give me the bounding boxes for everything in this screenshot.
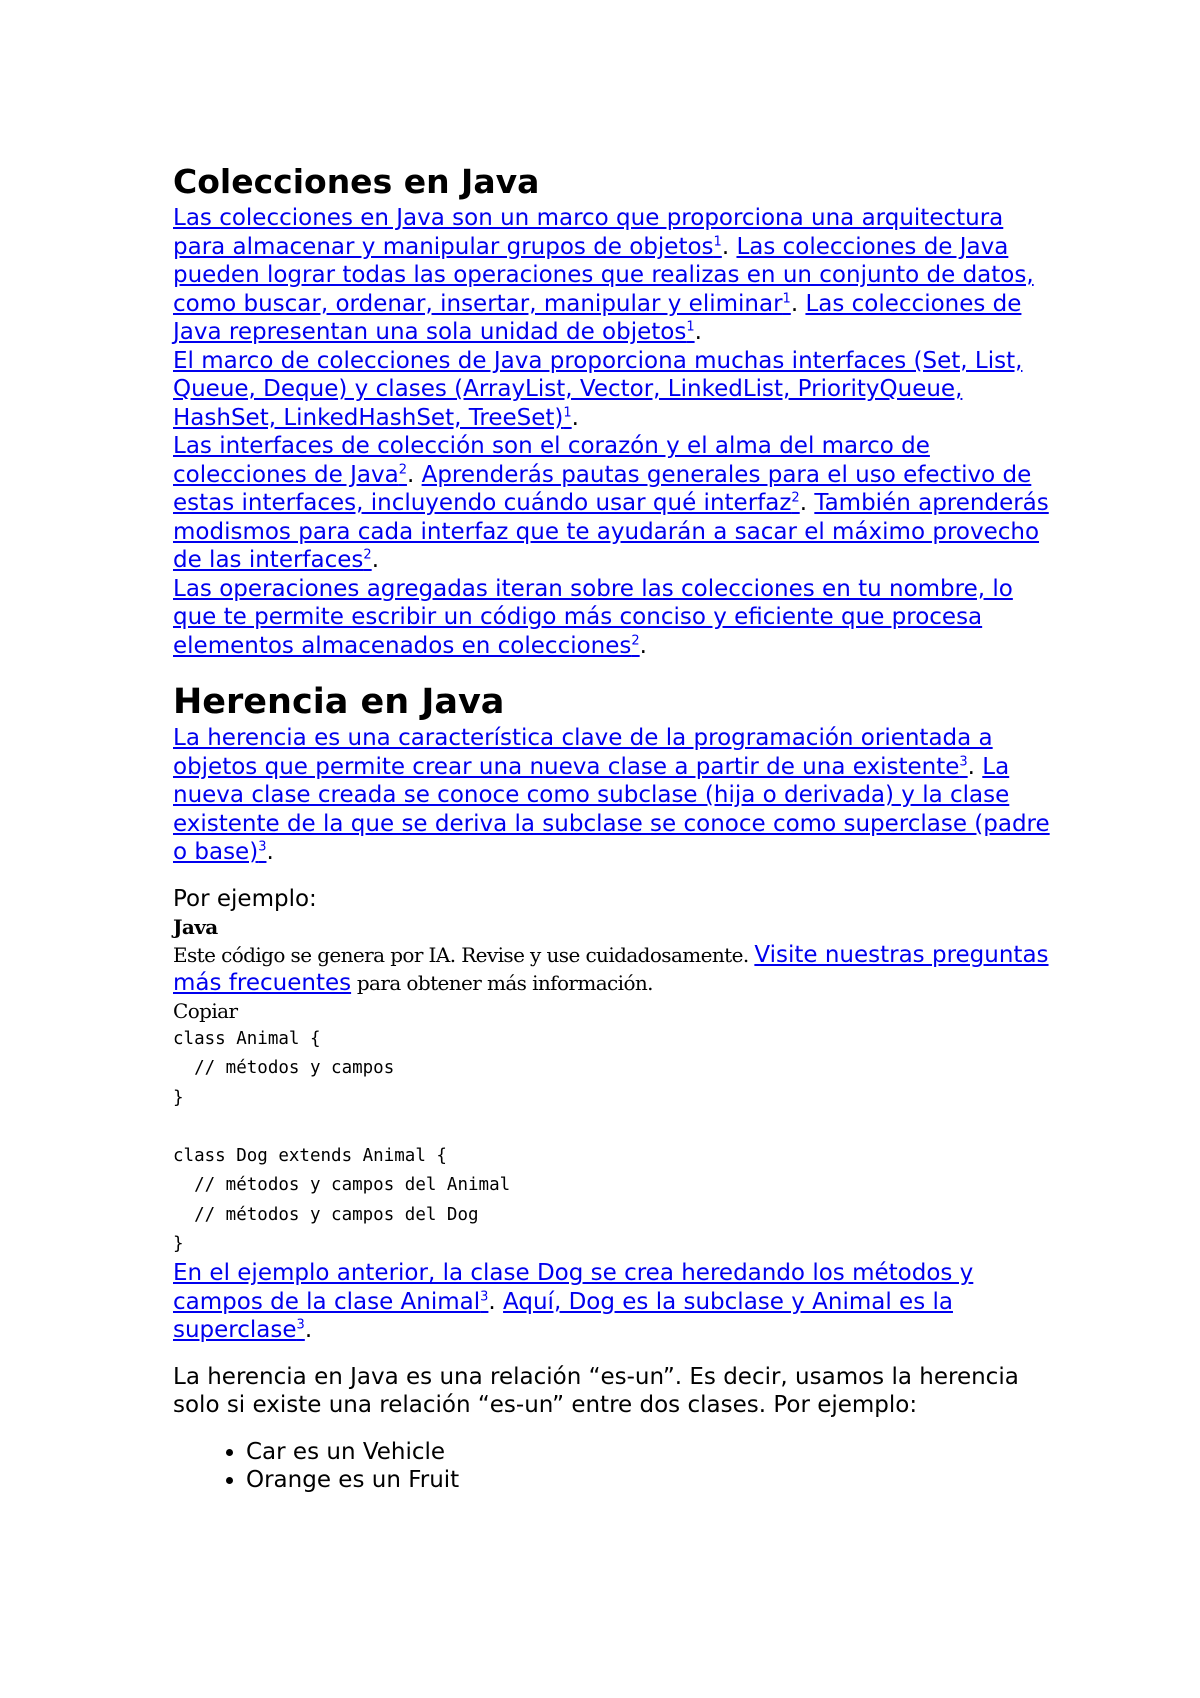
link-colecciones-s2[interactable]: Las colecciones de Java pueden lograr todas las operaciones que realizas en un conjunto de datos, como buscar, ordenar, insertar, manipular y eliminar$^1$	[173, 233, 1034, 317]
link-interfaces-s2[interactable]: Aprenderás pautas generales para el uso efectivo de estas interfaces, incluyendo cuándo usar qué interfaz$^2$	[173, 461, 1032, 516]
heading-colecciones: Colecciones en Java	[173, 162, 540, 201]
link-ejemplo-s2[interactable]: Aquí, Dog es la subclase y Animal es la superclase$^3$	[173, 1288, 953, 1344]
link-colecciones-s3[interactable]: Las colecciones de Java representan una sola unidad de objetos$^1$	[173, 290, 1022, 345]
citation-ref: 3	[258, 839, 267, 855]
citation-ref: 2	[363, 547, 372, 563]
citation-ref: 2	[791, 490, 800, 506]
citation-ref: 1	[713, 233, 722, 249]
paragraph-colecciones-interfaces: Las interfaces de colección son el corazón y el alma del marco de colecciones de Java$^2$. Aprenderás pautas generales para el uso efectivo de estas interfaces, incluyendo cuándo usar qué interfaz$^2$. También aprenderás modismos para cada interfaz que te ayudarán a sacar el máximo provecho de las interfaces$^2$.	[173, 433, 1049, 573]
link-marco-s1[interactable]: El marco de colecciones de Java proporciona muchas interfaces (Set, List, Queue, Deque) y clases (ArrayList, Vector, LinkedList, PriorityQueue, HashSet, LinkedHashSet, TreeSet)$^1$	[173, 347, 1023, 431]
paragraph-colecciones-intro: Las colecciones en Java son un marco que proporciona una arquitectura para almacenar y manipular grupos de objetos$^1$. Las colecciones de Java pueden lograr todas las operaciones que realizas en un conjunto de datos, como buscar, ordenar, insertar, manipular y eliminar$^1$. Las colecciones de Java representan una sola unidad de objetos$^1$.	[173, 205, 1034, 345]
paragraph-herencia-ejemplo: En el ejemplo anterior, la clase Dog se crea heredando los métodos y campos de la clase Animal$^3$. Aquí, Dog es la subclase y Animal es la superclase$^3$.	[173, 1260, 974, 1344]
citation-ref: 2	[631, 632, 640, 648]
copy-button[interactable]: Copiar	[173, 999, 238, 1023]
code-language-label: Java	[173, 915, 218, 939]
link-herencia-s2[interactable]: La nueva clase creada se conoce como subclase (hija o derivada) y la clase existente de la que se deriva la subclase se conoce como superclase (padre o base)$^3$	[173, 753, 1050, 865]
citation-ref: 2	[398, 461, 407, 477]
citation-ref: 3	[959, 753, 968, 769]
link-interfaces-s1[interactable]: Las interfaces de colección son el corazón y el alma del marco de colecciones de Java$^2$	[173, 433, 930, 488]
link-herencia-s1[interactable]: La herencia es una característica clave de la programación orientada a objetos que permite crear una nueva clase a partir de una existente$^3$	[173, 725, 993, 780]
citation-ref: 1	[563, 404, 572, 420]
citation-ref: 3	[480, 1289, 489, 1305]
paragraph-herencia-relacion: La herencia en Java es una relación “es-un”. Es decir, usamos la herencia solo si existe una relación “es-un” entre dos clases. Por ejemplo:	[173, 1363, 1019, 1419]
link-ejemplo-s1[interactable]: En el ejemplo anterior, la clase Dog se crea heredando los métodos y campos de la clase Animal$^3$	[173, 1260, 974, 1315]
list-item: • Car es un Vehicle	[246, 1438, 1053, 1467]
citation-ref: 1	[686, 319, 695, 335]
paragraph-herencia-intro: La herencia es una característica clave de la programación orientada a objetos que permite crear una nueva clase a partir de una existente$^3$. La nueva clase creada se conoce como subclase (hija o derivada) y la clase existente de la que se deriva la subclase se conoce como superclase (padre o base)$^3$.	[173, 725, 1050, 865]
bullet-list	[173, 1438, 1053, 1495]
paragraph-colecciones-marco: El marco de colecciones de Java proporciona muchas interfaces (Set, List, Queue, Deque) y clases (ArrayList, Vector, LinkedList, PriorityQueue, HashSet, LinkedHashSet, TreeSet)$^1$.	[173, 347, 1023, 431]
code-block: class Animal { // métodos y campos } class Dog extends Animal { // métodos y campos del Animal // métodos y campos del Dog }	[173, 1029, 511, 1255]
link-interfaces-s3[interactable]: También aprenderás modismos para cada interfaz que te ayudarán a sacar el máximo provecho de las interfaces$^2$	[173, 490, 1049, 573]
paragraph-colecciones-operaciones: Las operaciones agregadas iteran sobre las colecciones en tu nombre, lo que te permite escribir un código más conciso y eficiente que procesa elementos almacenados en colecciones$^2$.	[173, 575, 1013, 659]
heading-herencia: Herencia en Java	[173, 682, 505, 722]
link-colecciones-s1[interactable]: Las colecciones en Java son un marco que proporciona una arquitectura para almacenar y manipular grupos de objetos$^1$	[173, 205, 1004, 260]
list-item: • Orange es un Fruit	[246, 1466, 1053, 1495]
document-page	[173, 160, 1053, 1495]
example-label: Por ejemplo:	[173, 885, 317, 912]
link-operaciones-s1[interactable]: Las operaciones agregadas iteran sobre las colecciones en tu nombre, lo que te permite escribir un código más conciso y eficiente que procesa elementos almacenados en colecciones$^2$	[173, 575, 1013, 659]
ai-notice: Este código se genera por IA. Revise y use cuidadosamente. Visite nuestras preguntas más frecuentes para obtener más información.	[173, 942, 1049, 996]
citation-ref: 1	[782, 290, 791, 306]
faq-link[interactable]: Visite nuestras preguntas más frecuentes	[173, 942, 1049, 996]
citation-ref: 3	[296, 1317, 305, 1333]
